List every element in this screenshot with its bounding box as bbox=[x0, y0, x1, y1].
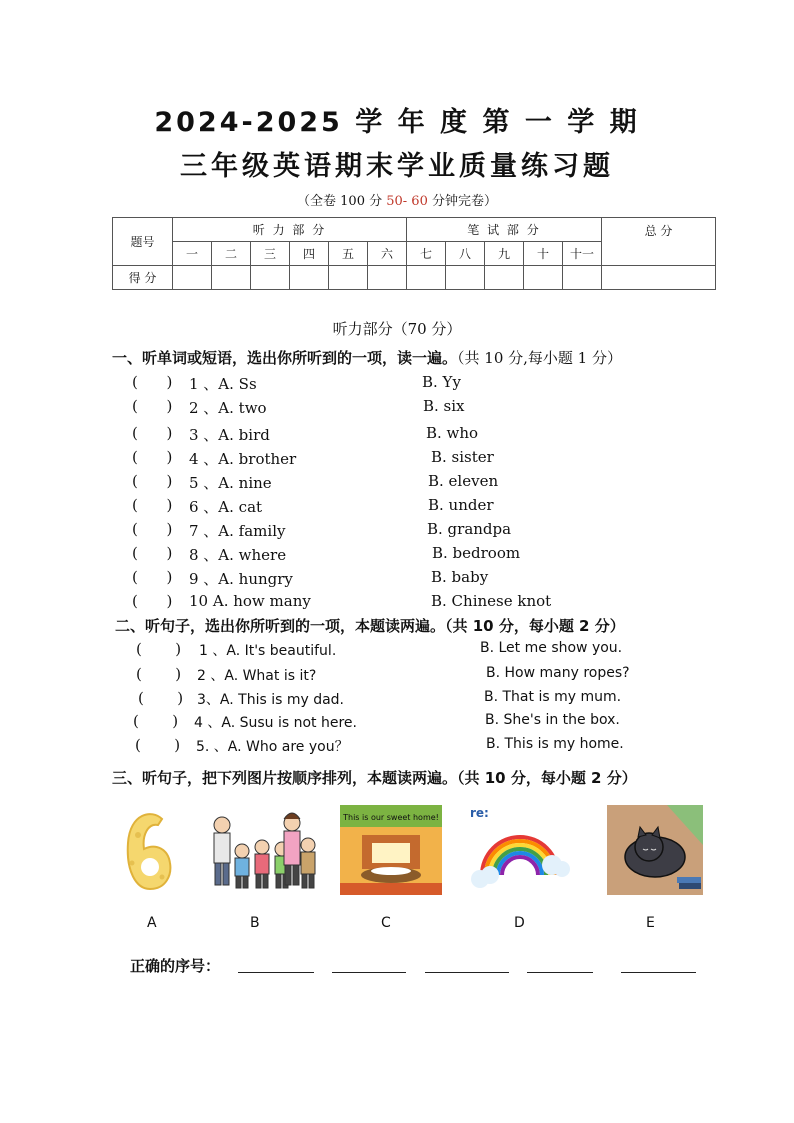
answer-paren[interactable]: ( ) bbox=[136, 665, 182, 683]
total-label: 总 分 bbox=[602, 218, 716, 266]
picture-letter: E bbox=[646, 915, 655, 931]
option-a: 7 、A. family bbox=[189, 522, 286, 540]
section3-title bbox=[112, 767, 637, 788]
option-a: 2 、A. two bbox=[189, 399, 267, 417]
question-number-cell: 九 bbox=[485, 242, 524, 266]
option-b: B. under bbox=[428, 496, 494, 514]
question-number-cell: 十 bbox=[524, 242, 563, 266]
answer-label: 正确的序号： bbox=[130, 957, 221, 975]
option-b: B. How many ropes? bbox=[486, 665, 630, 681]
score-table bbox=[112, 217, 716, 290]
score-cell[interactable] bbox=[524, 266, 563, 290]
section1-title bbox=[112, 347, 622, 368]
subtitle-prefix: （全卷 100 分 bbox=[297, 194, 387, 209]
option-b: B. sister bbox=[431, 448, 494, 466]
table-header-label: 题号 bbox=[113, 218, 173, 266]
answer-paren[interactable]: ( ) bbox=[132, 373, 173, 391]
question-number-cell: 四 bbox=[290, 242, 329, 266]
answer-paren[interactable]: ( ) bbox=[132, 568, 173, 586]
picture-letter: A bbox=[147, 915, 157, 931]
answer-paren[interactable]: ( ) bbox=[132, 448, 173, 466]
subtitle-time: 50- 60 bbox=[386, 194, 428, 209]
answer-paren[interactable]: ( ) bbox=[132, 397, 173, 415]
option-b: B. That is my mum. bbox=[484, 689, 622, 705]
answer-paren[interactable]: ( ) bbox=[132, 520, 173, 538]
rainbow-caption: re: bbox=[470, 806, 489, 820]
answer-paren[interactable]: ( ) bbox=[138, 689, 184, 707]
option-a: 2 、A. What is it? bbox=[197, 668, 317, 684]
question-number-cell: 一 bbox=[173, 242, 212, 266]
section1-points: （共 10 分,每小题 1 分） bbox=[457, 349, 622, 367]
option-a: 1 、A. Ss bbox=[189, 375, 257, 393]
section2-title bbox=[115, 615, 625, 636]
picture-letter: D bbox=[514, 915, 525, 931]
option-b: B. eleven bbox=[428, 472, 499, 490]
answer-paren[interactable]: ( ) bbox=[135, 736, 181, 754]
option-a: 8 、A. where bbox=[189, 546, 287, 564]
number-six-picture bbox=[118, 805, 178, 895]
option-a: 6 、A. cat bbox=[189, 498, 263, 516]
cat-picture bbox=[607, 805, 703, 895]
option-b: B. six bbox=[423, 397, 465, 415]
subtitle-suffix: 分钟完卷） bbox=[427, 194, 497, 209]
title-line-2: 三年级英语期末学业质量练习题 bbox=[180, 151, 614, 182]
question-number-cell: 二 bbox=[212, 242, 251, 266]
section1-title-text: 一、听单词或短语，选出你所听到的一项，读一遍。 bbox=[112, 349, 458, 367]
score-cell[interactable] bbox=[407, 266, 446, 290]
picture-letter: B bbox=[250, 915, 260, 931]
option-b: B. Yy bbox=[422, 373, 461, 391]
listening-part-label: 听 力 部 分 bbox=[173, 218, 407, 242]
answer-blank-4[interactable] bbox=[527, 972, 593, 973]
picture-row bbox=[0, 805, 794, 900]
option-b: B. baby bbox=[431, 568, 489, 586]
option-a: 4 、A. Susu is not here. bbox=[194, 715, 357, 731]
question-number-cell: 八 bbox=[446, 242, 485, 266]
score-cell[interactable] bbox=[329, 266, 368, 290]
question-number-cell: 七 bbox=[407, 242, 446, 266]
answer-blank-5[interactable] bbox=[621, 972, 696, 973]
option-a: 4 、A. brother bbox=[189, 450, 297, 468]
listening-heading: 听力部分（70 分） bbox=[332, 320, 462, 338]
family-picture bbox=[208, 805, 316, 895]
writing-part-label: 笔 试 部 分 bbox=[407, 218, 602, 242]
score-label: 得 分 bbox=[113, 266, 173, 290]
score-cell[interactable] bbox=[251, 266, 290, 290]
score-cell[interactable] bbox=[173, 266, 212, 290]
question-number-cell: 三 bbox=[251, 242, 290, 266]
option-b: B. This is my home. bbox=[486, 736, 624, 752]
section3-points: （共 10 分，每小题 2 分） bbox=[457, 769, 637, 787]
answer-paren[interactable]: ( ) bbox=[132, 472, 173, 490]
option-b: B. grandpa bbox=[427, 520, 512, 538]
answer-blank-2[interactable] bbox=[332, 972, 406, 973]
title-line-1: 2024-2025 学 年 度 第 一 学 期 bbox=[154, 107, 640, 138]
option-a: 10 A. how many bbox=[189, 592, 311, 610]
answer-paren[interactable]: ( ) bbox=[132, 592, 173, 610]
option-b: B. She's in the box. bbox=[485, 712, 620, 728]
option-a: 9 、A. hungry bbox=[189, 570, 293, 588]
answer-paren[interactable]: ( ) bbox=[132, 544, 173, 562]
subtitle bbox=[0, 190, 794, 209]
answer-blank-3[interactable] bbox=[425, 972, 509, 973]
score-cell[interactable] bbox=[212, 266, 251, 290]
score-cell[interactable] bbox=[290, 266, 329, 290]
section2-title-text: 二、听句子，选出你所听到的一项，本题读两遍。 bbox=[115, 617, 446, 635]
question-number-cell: 五 bbox=[329, 242, 368, 266]
score-cell[interactable] bbox=[563, 266, 602, 290]
answer-blank-1[interactable] bbox=[238, 972, 314, 973]
section2-points: （共 10 分，每小题 2 分） bbox=[445, 617, 625, 635]
sweet-home-picture bbox=[340, 805, 442, 895]
total-score-cell[interactable] bbox=[602, 266, 716, 290]
score-cell[interactable] bbox=[446, 266, 485, 290]
question-number-cell: 十一 bbox=[563, 242, 602, 266]
answer-paren[interactable]: ( ) bbox=[132, 424, 173, 442]
option-a: 1 、A. It's beautiful. bbox=[199, 643, 337, 659]
answer-paren[interactable]: ( ) bbox=[136, 640, 182, 658]
answer-paren[interactable]: ( ) bbox=[133, 712, 179, 730]
picture-letter: C bbox=[381, 915, 391, 931]
option-b: B. bedroom bbox=[432, 544, 521, 562]
option-a: 3、A. This is my dad. bbox=[197, 692, 345, 708]
option-a: 3 、A. bird bbox=[189, 426, 270, 444]
option-a: 5. 、A. Who are you？ bbox=[196, 739, 349, 755]
option-b: B. Let me show you. bbox=[480, 640, 623, 656]
score-cell[interactable] bbox=[485, 266, 524, 290]
sweet-home-caption: This is our sweet home! bbox=[343, 813, 439, 822]
option-b: B. who bbox=[426, 424, 479, 442]
question-number-cell: 六 bbox=[368, 242, 407, 266]
section3-title-text: 三、听句子，把下列图片按顺序排列，本题读两遍。 bbox=[112, 769, 458, 787]
option-b: B. Chinese knot bbox=[431, 592, 552, 610]
rainbow-picture bbox=[468, 805, 570, 895]
score-cell[interactable] bbox=[368, 266, 407, 290]
option-a: 5 、A. nine bbox=[189, 474, 272, 492]
answer-paren[interactable]: ( ) bbox=[132, 496, 173, 514]
